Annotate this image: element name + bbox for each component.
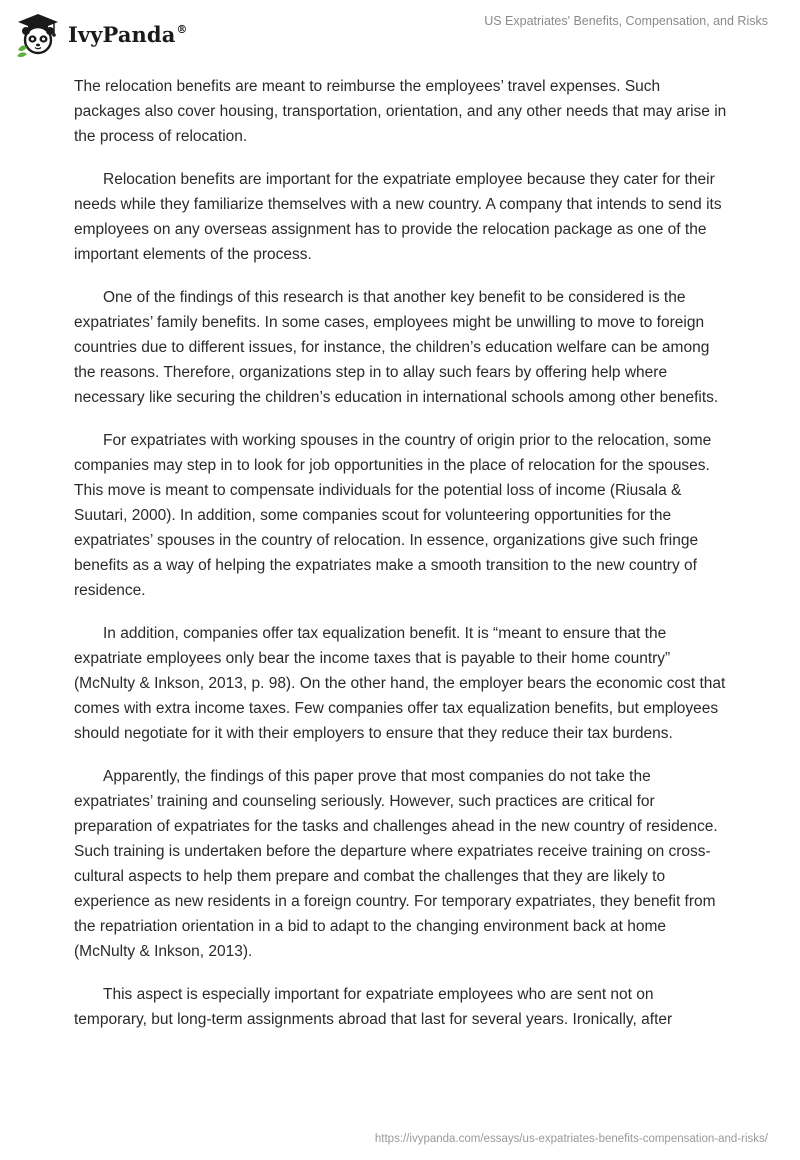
panda-graduate-icon	[14, 10, 62, 58]
brand-name: IvyPanda®	[68, 21, 188, 47]
paragraph: One of the findings of this research is that another key benefit to be considered is the expatriates’ family benefits. In some cases, employees might be unwilling to move to foreign countries due to different issues, for instance, the children’s education welfare can be among the reasons. Therefore, organizations step in to allay such fears by offering help where necessary like securing the children’s education in international schools among other benefits.	[74, 289, 719, 406]
source-url[interactable]: https://ivypanda.com/essays/us-expatriates-benefits-compensation-and-risks/	[374, 1133, 768, 1145]
document-title: US Expatriates' Benefits, Compensation, and Risks	[484, 14, 768, 28]
page-header	[0, 0, 800, 66]
paragraph: Relocation benefits are important for the expatriate employee because they cater for their needs while they familiarize themselves with a new country. A company that intends to send its employees on any overseas assignment has to provide the relocation package as one of the important elements of the process.	[74, 171, 722, 263]
paragraph: Apparently, the findings of this paper prove that most companies do not take the expatriates’ training and counseling seriously. However, such practices are critical for preparation of expatriates for the tasks and challenges ahead in the new country of residence. Such training is undertaken before the departure where expatriates receive training on cross-cultural aspects to help them prepare and combat the challenges that they are likely to experience as new residents in a foreign country. For temporary expatriates, they benefit from the repatriation orientation in a bid to adapt to the changing environment back at home (McNulty & Inkson, 2013).	[74, 768, 718, 960]
ivypanda-logo[interactable]	[14, 9, 188, 59]
paragraph: This aspect is especially important for expatriate employees who are sent not on temporary, but long-term assignments abroad that last for several years. Ironically, after	[74, 986, 673, 1028]
paragraph: In addition, companies offer tax equalization benefit. It is “meant to ensure that the expatriate employees only bear the income taxes that is payable to their home country” (McNulty & Inkson, 2013, p. 98). On the other hand, the employer bears the economic cost that comes with extra income taxes. Few companies offer tax equalization benefits, but employees should negotiate for it with their employers to ensure that they reduce their tax burdens.	[74, 625, 726, 742]
paragraph: For expatriates with working spouses in the country of origin prior to the relocation, some companies may step in to look for job opportunities in the place of relocation for the spouses. This move is meant to compensate individuals for the potential loss of income (Riusala & Suutari, 2000). In addition, some companies scout for volunteering opportunities for the expatriates’ spouses in the country of relocation. In essence, organizations give such fringe benefits as a way of helping the expatriates make a smooth transition to the new country of residence.	[74, 432, 712, 599]
essay-body	[74, 74, 728, 1032]
paragraph: The relocation benefits are meant to reimburse the employees’ travel expenses. Such packages also cover housing, transportation, orientation, and any other needs that may arise in the process of relocation.	[74, 78, 727, 145]
registered-mark: ®	[176, 22, 188, 36]
